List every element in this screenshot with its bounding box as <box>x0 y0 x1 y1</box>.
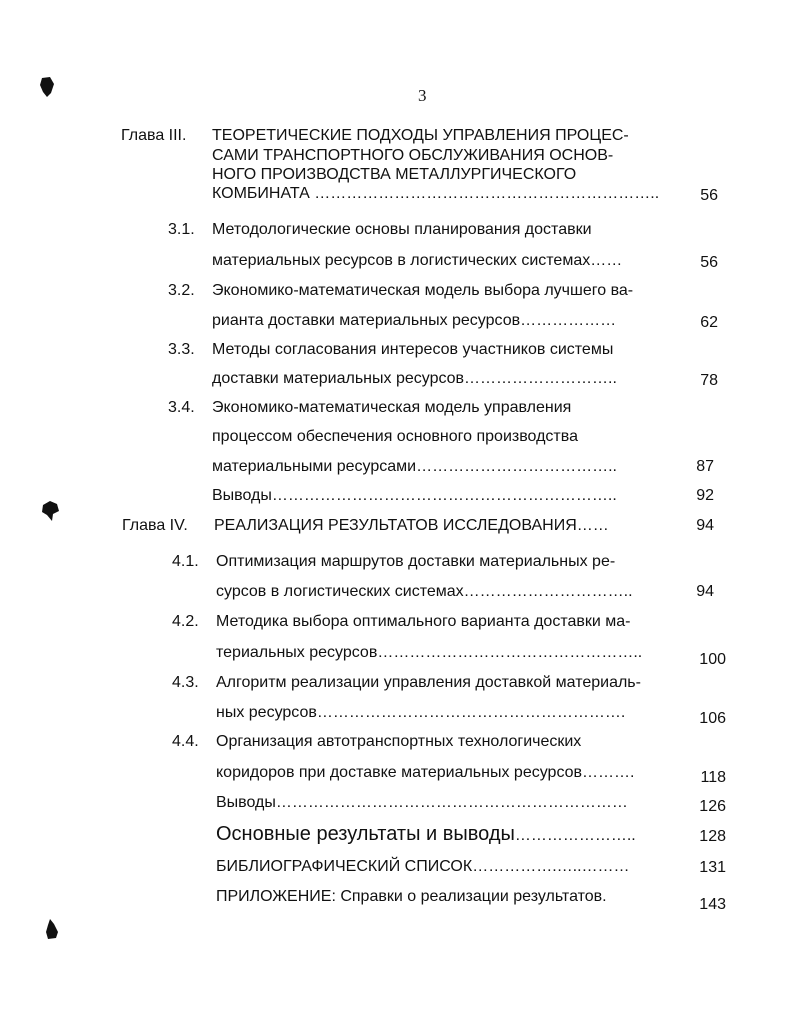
page-ref: 94 <box>696 583 714 600</box>
conclusions-entry: Выводы……………………………………………………….. <box>212 487 617 504</box>
chapter-title-line: САМИ ТРАНСПОРТНОГО ОБСЛУЖИВАНИЯ ОСНОВ- <box>212 147 614 164</box>
section-title-line: Алгоритм реализации управления доставкой материаль- <box>216 674 641 691</box>
appendix-entry: ПРИЛОЖЕНИЕ: Справки о реализации результатов. <box>216 888 607 905</box>
page-ref: 131 <box>699 859 726 876</box>
page-ref: 94 <box>696 517 714 534</box>
conclusions-entry: Выводы………………………………………………………… <box>216 794 628 811</box>
bibliography-entry: БИБЛИОГРАФИЧЕСКИЙ СПИСОК…………….…..……… <box>216 858 630 875</box>
section-title-line: Методы согласования интересов участников системы <box>212 341 614 358</box>
page-ref: 128 <box>699 828 726 845</box>
page-ref: 56 <box>700 254 718 271</box>
chapter-title-line: КОМБИНАТА ……………………………………………………….. <box>212 185 660 202</box>
chapter-title-line: НОГО ПРОИЗВОДСТВА МЕТАЛЛУРГИЧЕСКОГО <box>212 166 577 183</box>
section-title-line: Методика выбора оптимального варианта доставки ма- <box>216 613 631 630</box>
page-ref: 143 <box>699 896 726 913</box>
chapter-title: РЕАЛИЗАЦИЯ РЕЗУЛЬТАТОВ ИССЛЕДОВАНИЯ…… <box>214 517 609 534</box>
punch-mark-icon <box>44 918 60 940</box>
page-ref: 87 <box>696 458 714 475</box>
page-ref: 100 <box>699 651 726 668</box>
section-title-line: процессом обеспечения основного производства <box>212 428 578 445</box>
section-title-line: коридоров при доставке материальных ресурсов………. <box>216 764 635 781</box>
section-number: 4.2. <box>172 613 199 630</box>
section-number: 3.3. <box>168 341 195 358</box>
section-title-line: доставки материальных ресурсов……………………….. <box>212 370 617 387</box>
section-title-line: Оптимизация маршрутов доставки материальных ре- <box>216 553 616 570</box>
section-number: 3.4. <box>168 399 195 416</box>
section-title-line: Организация автотранспортных технологических <box>216 733 582 750</box>
page-ref: 118 <box>700 769 726 786</box>
section-title-line: Экономико-математическая модель выбора лучшего ва- <box>212 282 634 299</box>
page-ref: 126 <box>699 798 726 815</box>
section-number: 3.2. <box>168 282 195 299</box>
page-ref: 78 <box>700 372 718 389</box>
section-title-line: сурсов в логистических системах………………………….. <box>216 583 633 600</box>
section-title-line: материальных ресурсов в логистических системах…… <box>212 252 623 269</box>
section-title-line: Экономико-математическая модель управления <box>212 399 572 416</box>
section-number: 3.1. <box>168 221 195 238</box>
section-title-line: материальными ресурсами……………………………….. <box>212 458 617 475</box>
section-number: 4.3. <box>172 674 199 691</box>
page-ref: 56 <box>700 187 718 204</box>
main-results-dots: ………………….. <box>514 827 636 844</box>
main-results-entry <box>216 822 636 846</box>
punch-mark-icon <box>40 500 60 522</box>
section-number: 4.4. <box>172 733 199 750</box>
chapter-label: Глава III. <box>121 127 187 144</box>
page-ref: 62 <box>700 314 718 331</box>
section-title-line: рианта доставки материальных ресурсов……………… <box>212 312 617 329</box>
page-number: 3 <box>418 86 427 105</box>
main-results-title: Основные результаты и выводы <box>216 823 515 845</box>
chapter-title-line: ТЕОРЕТИЧЕСКИЕ ПОДХОДЫ УПРАВЛЕНИЯ ПРОЦЕС- <box>212 127 629 144</box>
section-title-line: териальных ресурсов………………………………………….. <box>216 644 643 661</box>
page-ref: 106 <box>699 710 726 727</box>
page-ref: 92 <box>696 487 714 504</box>
section-number: 4.1. <box>172 553 199 570</box>
section-title-line: Методологические основы планирования доставки <box>212 221 592 238</box>
section-title-line: ных ресурсов…………………………………………………. <box>216 704 626 721</box>
punch-mark-icon <box>38 76 56 98</box>
chapter-label: Глава IV. <box>122 517 188 534</box>
